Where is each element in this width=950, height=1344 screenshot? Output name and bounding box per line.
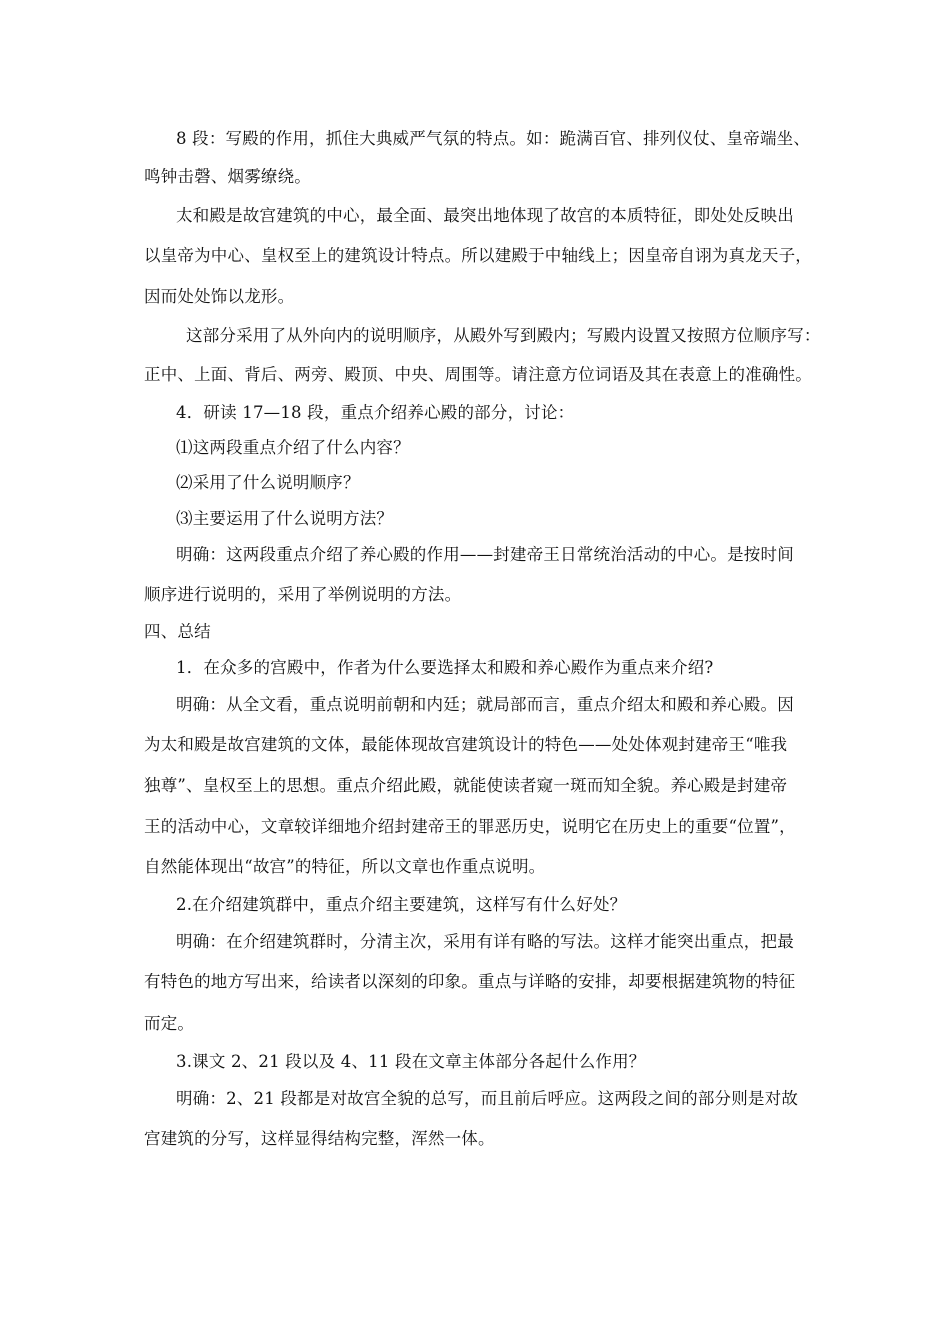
text-line: 顺序进行说明的，采用了举例说明的方法。 [144, 585, 462, 604]
text-line: 明确：这两段重点介绍了养心殿的作用——封建帝王日常统治活动的中心。是按时间 [176, 545, 794, 564]
text-line: 为太和殿是故宫建筑的文体，最能体现故宫建筑设计的特色——处处体观封建帝王“唯我 [144, 735, 788, 754]
text-line: ⑶主要运用了什么说明方法？ [176, 509, 394, 528]
text-line: ⑵采用了什么说明顺序？ [176, 473, 360, 492]
text-line: 明确：从全文看，重点说明前朝和内廷；就局部而言，重点介绍太和殿和养心殿。因 [176, 695, 794, 714]
text-line: 以皇帝为中心、皇权至上的建筑设计特点。所以建殿于中轴线上；因皇帝自诩为真龙天子， [144, 246, 812, 265]
text-line: 鸣钟击磬、烟雾缭绕。 [144, 167, 311, 186]
text-line: 2.在介绍建筑群中，重点介绍主要建筑，这样写有什么好处？ [176, 895, 627, 914]
text-line: 太和殿是故宫建筑的中心，最全面、最突出地体现了故宫的本质特征，即处处反映出 [176, 206, 794, 225]
text-line: 而定。 [144, 1014, 195, 1033]
text-line: 4．研读 17—18 段，重点介绍养心殿的部分，讨论： [176, 403, 575, 422]
text-line: 3.课文 2、21 段以及 4、11 段在文章主体部分各起什么作用？ [176, 1052, 646, 1071]
text-line: 正中、上面、背后、两旁、殿顶、中央、周围等。请注意方位词语及其在表意上的准确性。 [144, 365, 812, 384]
text-line: 明确：2、21 段都是对故宫全貌的总写，而且前后呼应。这两段之间的部分则是对故 [176, 1089, 799, 1108]
text-line: 自然能体现出“故宫”的特征，所以文章也作重点说明。 [144, 857, 546, 876]
text-line: 王的活动中心，文章较详细地介绍封建帝王的罪恶历史，说明它在历史上的重要“位置”， [144, 817, 796, 836]
text-line: 独尊”、皇权至上的思想。重点介绍此殿，就能使读者窥一斑而知全貌。养心殿是封建帝 [144, 776, 788, 795]
text-line: ⑴这两段重点介绍了什么内容？ [176, 438, 410, 457]
text-line: 有特色的地方写出来，给读者以深刻的印象。重点与详略的安排，却要根据建筑物的特征 [144, 972, 796, 991]
section-heading: 四、总结 [144, 622, 211, 641]
text-line: 8 段：写殿的作用，抓住大典威严气氛的特点。如：跪满百官、排列仪仗、皇帝端坐、 [176, 129, 811, 148]
text-line: 这部分采用了从外向内的说明顺序，从殿外写到殿内；写殿内设置又按照方位顺序写： [186, 326, 821, 345]
text-line: 1．在众多的宫殿中，作者为什么要选择太和殿和养心殿作为重点来介绍? [176, 658, 714, 677]
text-line: 宫建筑的分写，这样显得结构完整，浑然一体。 [144, 1129, 495, 1148]
text-line: 因而处处饰以龙形。 [144, 287, 295, 306]
text-line: 明确：在介绍建筑群时，分清主次，采用有详有略的写法。这样才能突出重点，把最 [176, 932, 794, 951]
